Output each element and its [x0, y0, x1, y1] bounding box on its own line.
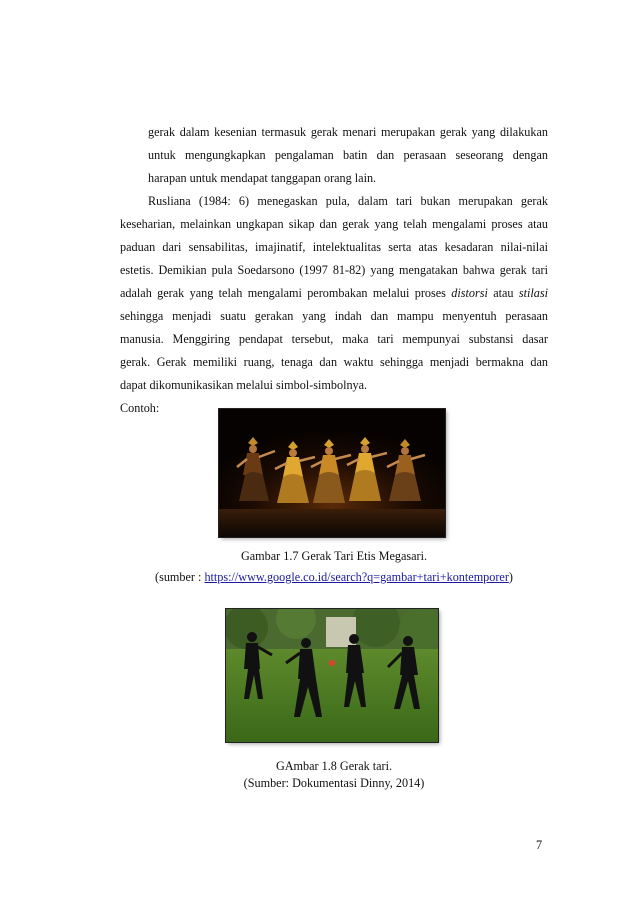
page-number: 7	[536, 838, 543, 852]
term-distorsi: distorsi	[451, 286, 488, 300]
paragraph2-line-1: Rusliana (1984: 6) menegaskan pula, dalam tari bukan merupakan gerak	[148, 194, 548, 208]
paragraph2-line-7: manusia. Menggiring pendapat tersebut, maka tari mempunyai substansi dasar	[120, 332, 548, 346]
figure-1-caption: Gambar 1.7 Gerak Tari Etis Megasari.	[240, 549, 428, 563]
paragraph1-line-3: harapan untuk mendapat tanggapan orang lain.	[148, 171, 377, 185]
figure-1-source: (sumber : https://www.google.co.id/search?q=gambar+tari+kontemporer)	[155, 570, 513, 584]
paragraph1-line-1: gerak dalam kesenian termasuk gerak menari merupakan gerak yang dilakukan	[148, 125, 548, 139]
paragraph2-line-4: estetis. Demikian pula Soedarsono (1997 81-82) yang mengatakan bahwa gerak tari	[120, 263, 548, 277]
paragraph1-line-2: untuk mengungkapkan pengalaman batin dan perasaan seseorang dengan	[148, 148, 548, 162]
figure-1-source-link[interactable]: https://www.google.co.id/search?q=gambar+tari+kontemporer	[204, 570, 509, 584]
figure-2-caption: GAmbar 1.8 Gerak tari.	[275, 759, 393, 773]
paragraph2-line-5: adalah gerak yang telah mengalami perombakan melalui proses distorsi atau stilasi	[120, 286, 548, 300]
paragraph2-line-8: gerak. Gerak memiliki ruang, tenaga dan waktu sehingga menjadi bermakna dan	[120, 355, 548, 369]
contoh-label: Contoh:	[120, 401, 160, 415]
paragraph2-line-2: keseharian, melainkan ungkapan sikap dan gerak yang telah mengalami proses atau	[120, 217, 548, 231]
term-stilasi: stilasi	[518, 286, 548, 300]
figure-2-source: (Sumber: Dokumentasi Dinny, 2014)	[243, 776, 425, 790]
paragraph2-line-6: sehingga menjadi suatu gerakan yang indah dan mampu menyentuh perasaan	[120, 309, 548, 323]
paragraph2-line-3: paduan dari sensabilitas, imajinatif, intelektualitas serta atas kesadaran nilai-nilai	[120, 240, 548, 254]
paragraph2-line-9: dapat dikomunikasikan melalui simbol-simbolnya.	[120, 378, 368, 392]
figure-2-dance-photo	[226, 609, 438, 742]
figure-1-dance-photo	[219, 409, 445, 537]
